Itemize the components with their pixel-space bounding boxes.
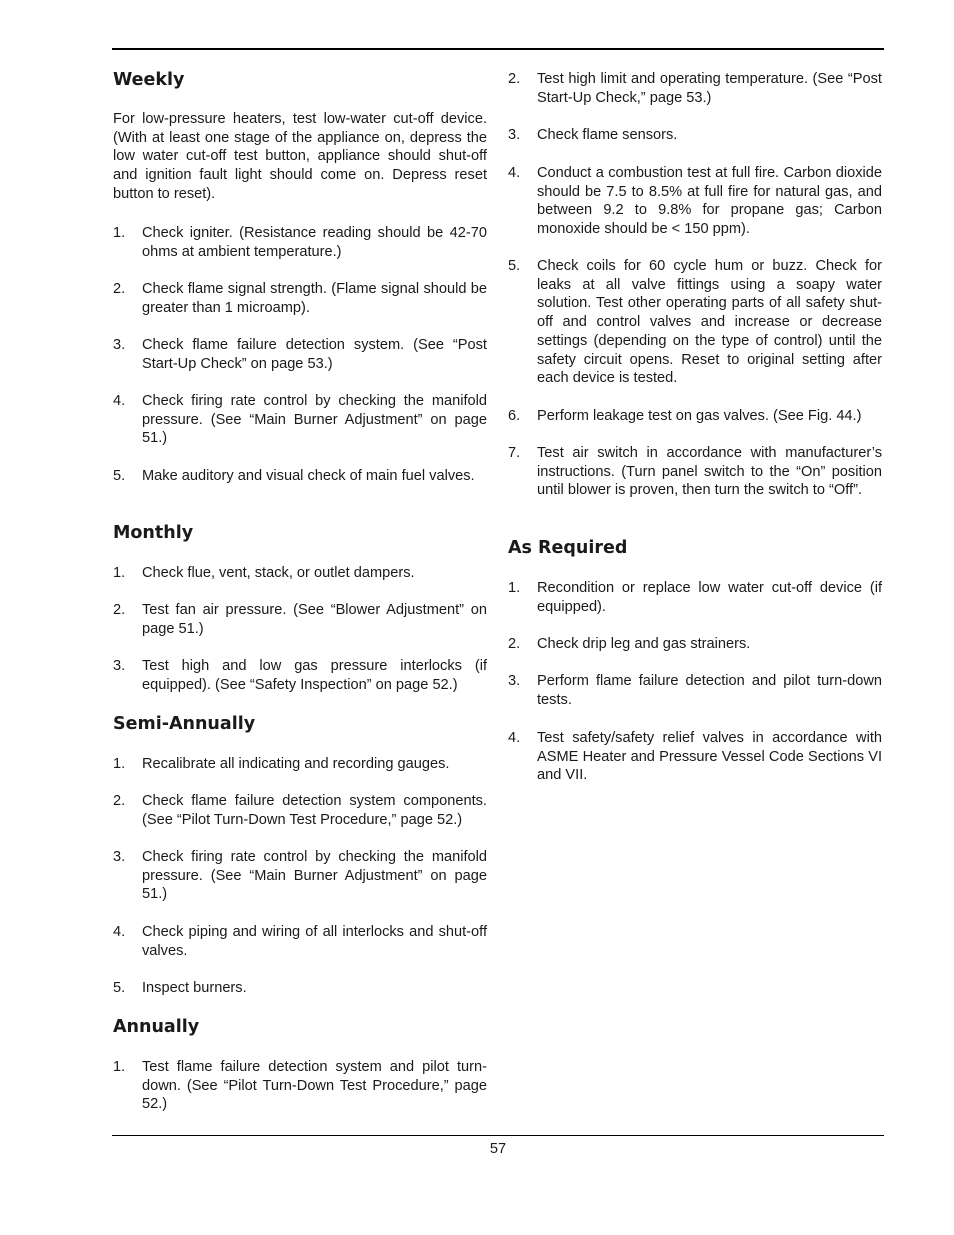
- list-item: 1. Recalibrate all indicating and recording gauges.: [113, 756, 450, 772]
- list-item: 3. Test high and low gas pressure interlocks (if equipped). (See “Safety Inspection” on page 52.): [113, 658, 487, 693]
- list-item: 2. Check flame failure detection system components. (See “Pilot Turn-Down Test Procedure,” page 52.): [113, 793, 487, 828]
- heading-monthly: Monthly: [113, 523, 194, 543]
- heading-semi-annually: Semi-Annually: [113, 714, 256, 734]
- list-item: 4. Check piping and wiring of all interlocks and shut-off valves.: [113, 924, 487, 959]
- top-rule: [112, 48, 884, 50]
- list-item: 5. Inspect burners.: [113, 980, 247, 996]
- list-item: 2. Test high limit and operating temperature. (See “Post Start-Up Check,” page 53.): [508, 71, 882, 106]
- heading-weekly: Weekly: [113, 70, 185, 90]
- list-item: 2. Check drip leg and gas strainers.: [508, 636, 751, 652]
- weekly-intro: For low-pressure heaters, test low-water cut-off device. (With at least one stage of the appliance on, depress the low water cut-off test button, appliance should shut-off and ignition fault light should come on. Depress reset button to reset).: [113, 111, 487, 202]
- list-item: 2. Check flame signal strength. (Flame signal should be greater than 1 microamp).: [113, 281, 487, 316]
- list-item: 7. Test air switch in accordance with manufacturer’s instructions. (Turn panel switch to the “On” position until blower is proven, then turn the switch to “Off”.: [508, 445, 882, 499]
- page-number: 57: [489, 1141, 507, 1157]
- list-item: 1. Check igniter. (Resistance reading should be 42-70 ohms at ambient temperature.): [113, 225, 487, 260]
- list-item: 5. Make auditory and visual check of main fuel valves.: [113, 468, 475, 484]
- list-item: 1. Recondition or replace low water cut-off device (if equipped).: [508, 580, 882, 615]
- list-item: 1. Check flue, vent, stack, or outlet dampers.: [113, 565, 415, 581]
- bottom-rule: [112, 1135, 884, 1136]
- list-item: 5. Check coils for 60 cycle hum or buzz. Check for leaks at all valve fittings using a soapy water solution. Test other operating parts of all safety shut-off and control valves and increase or decrease settings (depending on the type of control) until the safety circuit opens. Reset to original setting after each device is tested.: [508, 258, 882, 387]
- list-item: 3. Check firing rate control by checking the manifold pressure. (See “Main Burner Adjustment” on page 51.): [113, 849, 487, 903]
- list-item: 3. Check flame sensors.: [508, 127, 678, 143]
- list-item: 6. Perform leakage test on gas valves. (See Fig. 44.): [508, 408, 862, 424]
- list-item: 4. Check firing rate control by checking the manifold pressure. (See “Main Burner Adjustment” on page 51.): [113, 393, 487, 447]
- heading-as-required: As Required: [508, 538, 628, 558]
- list-item: 4. Test safety/safety relief valves in accordance with ASME Heater and Pressure Vessel Code Sections VI and VII.: [508, 730, 882, 784]
- heading-annually: Annually: [113, 1017, 200, 1037]
- list-item: 3. Perform flame failure detection and pilot turn-down tests.: [508, 673, 882, 708]
- list-item: 1. Test flame failure detection system and pilot turn-down. (See “Pilot Turn-Down Test Procedure,” page 52.): [113, 1059, 487, 1113]
- list-item: 3. Check flame failure detection system. (See “Post Start-Up Check” on page 53.): [113, 337, 487, 372]
- list-item: 2. Test fan air pressure. (See “Blower Adjustment” on page 51.): [113, 602, 487, 637]
- list-item: 4. Conduct a combustion test at full fire. Carbon dioxide should be 7.5 to 8.5% at full fire for natural gas, and between 9.2 to 9.8% for propane gas; Carbon monoxide should be < 150 ppm).: [508, 165, 882, 238]
